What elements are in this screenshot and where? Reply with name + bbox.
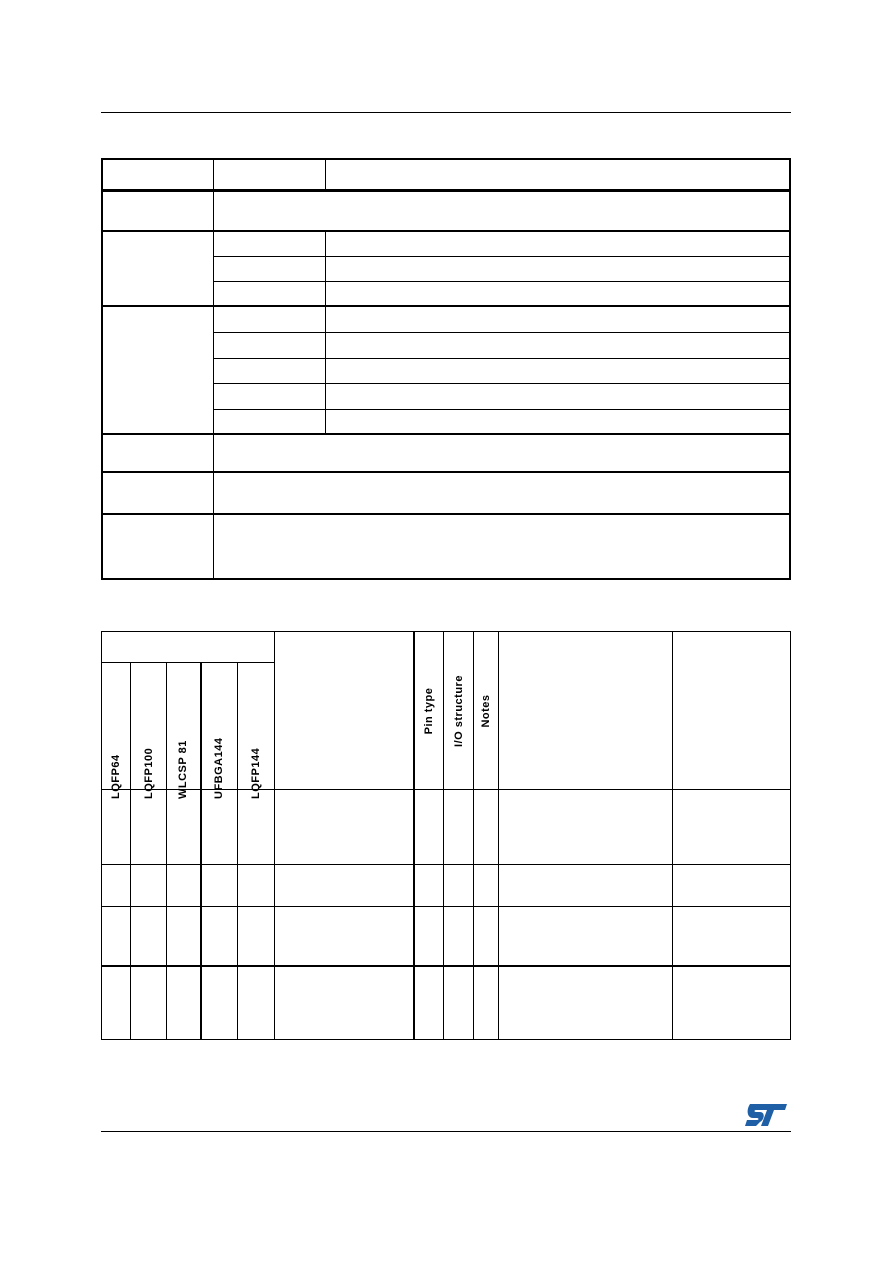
- cell: [499, 865, 673, 907]
- legend-cell: [213, 256, 325, 281]
- package-header-ufbga144: [201, 663, 238, 799]
- cell: [499, 790, 673, 865]
- legend-row: [102, 472, 790, 514]
- cell: [238, 907, 275, 966]
- cell: [238, 790, 275, 865]
- cell: [673, 865, 791, 907]
- pin-type-label: Pin type: [422, 687, 435, 734]
- package-header-lqfp64: [102, 663, 131, 799]
- legend-cell: [213, 306, 325, 332]
- legend-header-cell: [213, 159, 325, 190]
- legend-cell: [213, 514, 790, 579]
- package-label: UFBGA144: [213, 737, 226, 799]
- legend-cell: [325, 409, 790, 434]
- cell: [499, 966, 673, 1040]
- cell: [275, 790, 414, 865]
- cell: [102, 865, 131, 907]
- legend-cell: [325, 231, 790, 256]
- cell: [201, 865, 238, 907]
- cell: [167, 907, 201, 966]
- cell: [102, 966, 131, 1040]
- legend-row: [102, 190, 790, 231]
- table-row: [102, 865, 791, 907]
- cell: [444, 790, 474, 865]
- legend-cell: [325, 256, 790, 281]
- legend-cell: [102, 190, 213, 231]
- cell: [167, 790, 201, 865]
- header-rule: [101, 112, 791, 113]
- cell: [131, 966, 167, 1040]
- cell: [414, 966, 444, 1040]
- legend-cell: [213, 409, 325, 434]
- legend-cell: [213, 434, 790, 472]
- notes-label: Notes: [480, 693, 493, 728]
- legend-cell: [213, 472, 790, 514]
- legend-cell: [325, 383, 790, 409]
- cell: [444, 865, 474, 907]
- pin-name-header: [275, 632, 414, 790]
- cell: [201, 790, 238, 865]
- package-label: LQFP144: [250, 747, 263, 799]
- cell: [131, 790, 167, 865]
- package-header-lqfp100: [131, 663, 167, 799]
- st-logo-icon: [744, 1102, 788, 1128]
- legend-cell: [102, 514, 213, 579]
- legend-header-cell: [102, 159, 213, 190]
- cell: [131, 865, 167, 907]
- io-structure-header: [444, 632, 474, 790]
- legend-cell: [102, 434, 213, 472]
- cell: [201, 966, 238, 1040]
- legend-cell: [213, 231, 325, 256]
- cell: [673, 966, 791, 1040]
- package-label: WLCSP 81: [177, 740, 190, 799]
- functions-header: [499, 632, 673, 790]
- package-label: LQFP64: [110, 754, 122, 799]
- legend-row: [102, 231, 790, 256]
- cell: [167, 865, 201, 907]
- cell: [444, 907, 474, 966]
- legend-cell: [213, 332, 325, 358]
- cell: [474, 790, 499, 865]
- table-row: [102, 907, 791, 966]
- legend-row: [102, 434, 790, 472]
- pin-type-header: [414, 632, 444, 790]
- pin-table-header-row: [102, 632, 791, 663]
- cell: [474, 907, 499, 966]
- cell: [474, 966, 499, 1040]
- legend-cell: [325, 306, 790, 332]
- cell: [673, 790, 791, 865]
- cell: [414, 790, 444, 865]
- legend-table: [101, 158, 791, 580]
- footer-rule: [101, 1131, 791, 1132]
- legend-cell: [325, 281, 790, 306]
- cell: [167, 966, 201, 1040]
- cell: [238, 966, 275, 1040]
- cell: [275, 907, 414, 966]
- cell: [102, 907, 131, 966]
- legend-cell: [102, 472, 213, 514]
- io-structure-label: I/O structure: [452, 674, 465, 747]
- legend-cell: [325, 358, 790, 383]
- legend-cell: [325, 332, 790, 358]
- notes-header: [474, 632, 499, 790]
- cell: [238, 865, 275, 907]
- legend-header-row: [102, 159, 790, 190]
- pin-definitions-table: [101, 631, 791, 1040]
- package-label: LQFP100: [142, 747, 155, 799]
- legend-header-cell: [325, 159, 790, 190]
- cell: [414, 907, 444, 966]
- table-row: [102, 790, 791, 865]
- cell: [102, 790, 131, 865]
- legend-row: [102, 514, 790, 579]
- legend-group-cell: [102, 231, 213, 306]
- cell: [275, 865, 414, 907]
- cell: [275, 966, 414, 1040]
- cell: [414, 865, 444, 907]
- additional-functions-header: [673, 632, 791, 790]
- package-header-lqfp144: [238, 663, 275, 799]
- legend-cell: [213, 281, 325, 306]
- cell: [673, 907, 791, 966]
- legend-cell: [213, 190, 790, 231]
- cell: [444, 966, 474, 1040]
- legend-cell: [213, 358, 325, 383]
- legend-group-cell: [102, 306, 213, 434]
- cell: [201, 907, 238, 966]
- cell: [474, 865, 499, 907]
- cell: [499, 907, 673, 966]
- table-row: [102, 966, 791, 1040]
- package-header-wlcsp81: [167, 663, 201, 799]
- cell: [131, 907, 167, 966]
- pin-number-group-header: [102, 632, 275, 663]
- legend-row: [102, 306, 790, 332]
- legend-cell: [213, 383, 325, 409]
